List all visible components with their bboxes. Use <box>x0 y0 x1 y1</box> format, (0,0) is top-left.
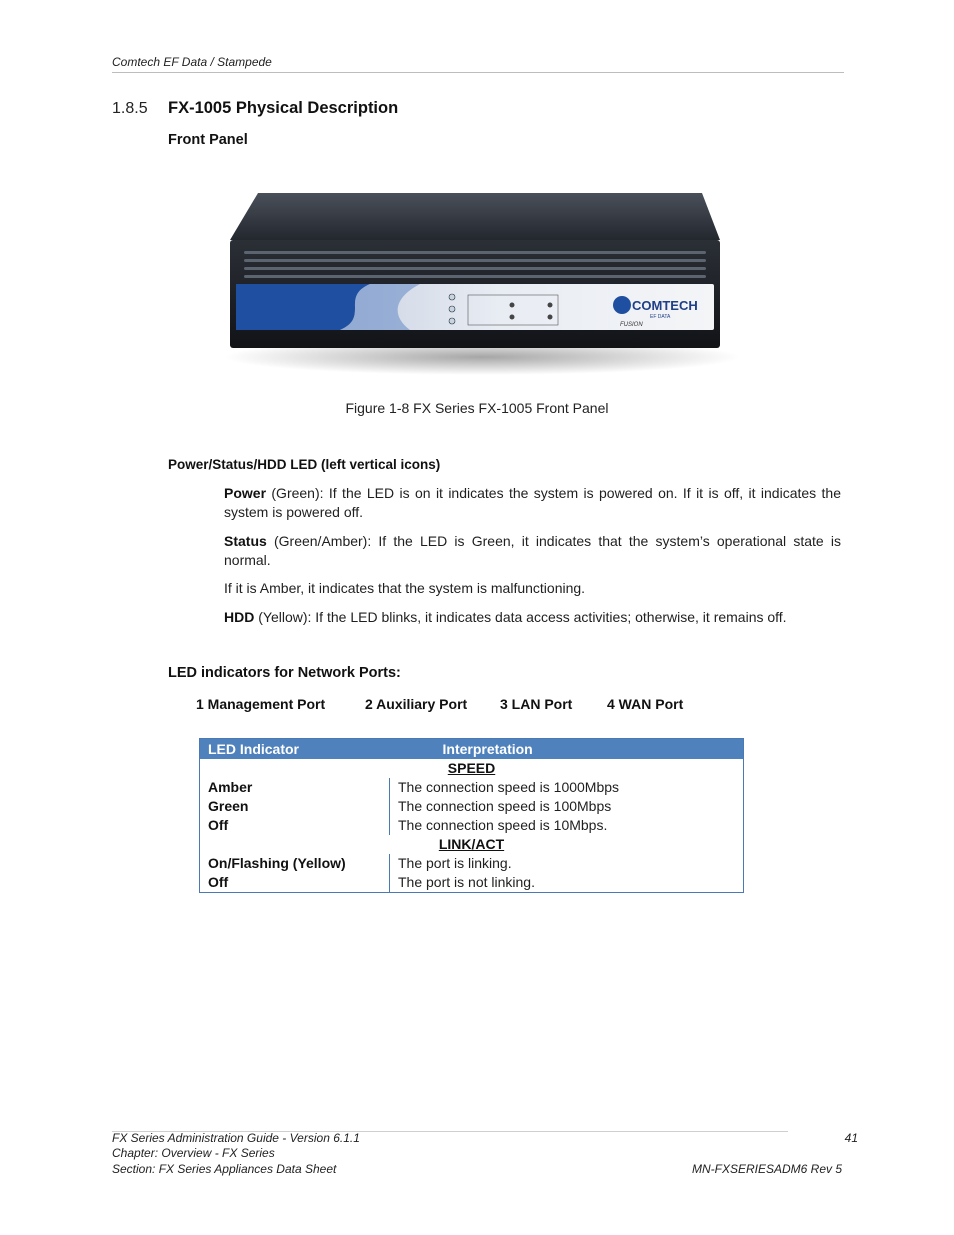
footer-doc-id: MN-FXSERIESADM6 Rev 5 <box>691 1162 842 1176</box>
port-label-lan: 3 LAN Port <box>500 696 573 712</box>
logo-subtext: EF DATA <box>650 314 671 320</box>
amber-paragraph: If it is Amber, it indicates that the system is malfunctioning. <box>224 580 586 596</box>
table-row <box>200 873 744 893</box>
hdd-text: (Yellow): If the LED blinks, it indicates data access activities; otherwise, it remains off. <box>254 609 787 625</box>
status-label: Status <box>224 533 267 549</box>
group-link-act: LINK/ACT <box>438 836 505 852</box>
figure-caption: Figure 1-8 FX Series FX-1005 Front Panel <box>345 400 609 416</box>
hdd-paragraph <box>224 608 841 627</box>
row-value: The connection speed is 1000Mbps <box>398 779 620 795</box>
port-label-wan: 4 WAN Port <box>607 696 684 712</box>
row-value: The connection speed is 10Mbps. <box>398 817 608 833</box>
table-header-row <box>200 739 744 760</box>
section-title: FX-1005 Physical Description <box>168 99 399 117</box>
hdd-label: HDD <box>224 609 255 625</box>
footer-guide: FX Series Administration Guide - Version 6.1.1 <box>112 1131 360 1145</box>
footer-section: Section: FX Series Appliances Data Sheet <box>112 1162 337 1176</box>
row-key: Amber <box>200 778 390 797</box>
power-text: (Green): If the LED is on it indicates the system is powered on. If it is off, it indicates the system is powered off. <box>224 485 841 520</box>
port-label-management: 1 Management Port <box>196 696 326 712</box>
row-key: On/Flashing (Yellow) <box>200 854 390 873</box>
power-label: Power <box>224 485 267 501</box>
table-group-row <box>200 835 744 854</box>
front-panel-image <box>220 185 740 385</box>
table-row <box>200 797 744 816</box>
page-header: Comtech EF Data / Stampede <box>112 55 272 69</box>
table-group-row <box>200 759 744 778</box>
row-key: Green <box>200 797 390 816</box>
header-rule <box>112 72 844 73</box>
power-paragraph <box>224 484 841 522</box>
row-key: Off <box>200 816 390 835</box>
logo-text: COMTECH <box>632 298 698 313</box>
model-text: FUSION <box>620 322 643 328</box>
status-text: (Green/Amber): If the LED is Green, it indicates that the system’s operational state is normal. <box>224 533 841 568</box>
network-section-title: LED indicators for Network Ports: <box>168 665 401 681</box>
led-indicator-table <box>199 738 744 893</box>
table-header-indicator: LED Indicator <box>200 739 390 760</box>
table-row <box>200 816 744 835</box>
table-header-interpretation: Interpretation <box>390 739 744 760</box>
group-speed: SPEED <box>447 760 496 776</box>
port-label-auxiliary: 2 Auxiliary Port <box>365 696 468 712</box>
row-value: The port is not linking. <box>398 874 535 890</box>
footer-chapter: Chapter: Overview - FX Series <box>112 1146 275 1160</box>
table-row <box>200 854 744 873</box>
row-key: Off <box>200 873 390 893</box>
led-section-title: Power/Status/HDD LED (left vertical icons) <box>168 457 441 472</box>
row-value: The port is linking. <box>398 855 512 871</box>
front-panel-heading: Front Panel <box>168 132 248 148</box>
table-row <box>200 778 744 797</box>
row-value: The connection speed is 100Mbps <box>398 798 612 814</box>
page-number: 41 <box>844 1131 858 1145</box>
status-paragraph <box>224 532 841 570</box>
section-number: 1.8.5 <box>112 100 148 117</box>
